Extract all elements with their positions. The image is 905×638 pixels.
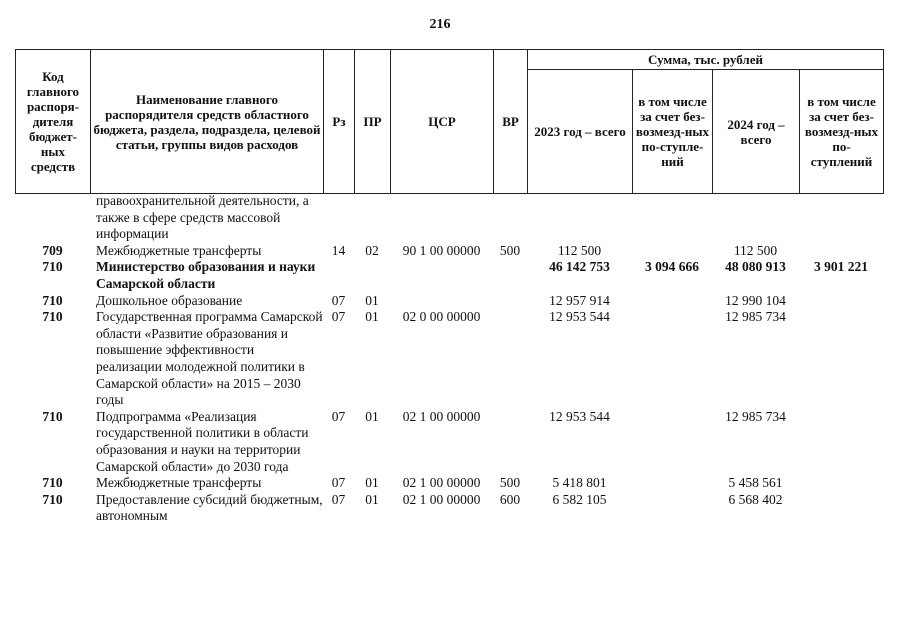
row-vr: 500 bbox=[499, 475, 521, 491]
row-name: Государственная программа Самарской области «Развитие образования и повышение эффективности реализации молодежной политики в Самарской области» на 2015 – 2030 годы bbox=[96, 309, 323, 408]
row-name: правоохранительной деятельности, а также в сфере средств массовой информации bbox=[96, 193, 309, 242]
row-vr: 500 bbox=[499, 242, 521, 258]
header-pr: ПР bbox=[355, 50, 391, 194]
row-code: 710 bbox=[42, 491, 63, 507]
table-row bbox=[15, 475, 883, 492]
row-rz: 07 bbox=[331, 292, 346, 308]
row-2024-total: 5 458 561 bbox=[728, 475, 783, 491]
table-row bbox=[15, 492, 883, 525]
row-csr: 90 1 00 00000 bbox=[402, 242, 481, 258]
row-2023-total: 12 957 914 bbox=[549, 292, 610, 308]
row-pr: 02 bbox=[365, 242, 379, 258]
table-row bbox=[15, 309, 883, 409]
row-rz: 07 bbox=[331, 491, 346, 507]
row-csr: 02 0 00 00000 bbox=[402, 309, 481, 325]
row-rz: 07 bbox=[331, 309, 346, 325]
row-2023-total: 6 582 105 bbox=[552, 491, 607, 507]
table-row bbox=[15, 193, 883, 243]
row-2024-total: 48 080 913 bbox=[725, 259, 786, 275]
row-csr: 02 1 00 00000 bbox=[402, 491, 481, 507]
row-2023-total: 12 953 544 bbox=[549, 408, 610, 424]
row-2023-total: 5 418 801 bbox=[552, 475, 607, 491]
row-name: Дошкольное образование bbox=[96, 292, 243, 308]
header-2024-total: 2024 год – всего bbox=[713, 70, 800, 194]
header-code: Код главного распоря-дителя бюджет-ных средств bbox=[16, 50, 91, 194]
row-pr: 01 bbox=[365, 292, 379, 308]
row-vr: 600 bbox=[499, 491, 521, 507]
row-code: 710 bbox=[42, 408, 63, 424]
header-2023-free: в том числе за счет без-возмезд-ных по-ступле-ний bbox=[633, 70, 713, 194]
header-2024-free: в том числе за счет без-возмезд-ных по-ступлений bbox=[800, 70, 884, 194]
table-body bbox=[15, 193, 883, 525]
header-vr: ВР bbox=[494, 50, 528, 194]
table-row bbox=[15, 243, 883, 260]
row-2023-free: 3 094 666 bbox=[645, 259, 699, 275]
row-name: Межбюджетные трансферты bbox=[96, 242, 262, 258]
table-row bbox=[15, 409, 883, 475]
page-number: 216 bbox=[429, 17, 451, 32]
row-code: 710 bbox=[42, 292, 63, 308]
header-sum: Сумма, тыс. рублей bbox=[528, 50, 884, 70]
row-2024-total: 12 990 104 bbox=[725, 292, 786, 308]
row-2024-total: 12 985 734 bbox=[725, 309, 786, 325]
row-rz: 14 bbox=[331, 242, 346, 258]
row-pr: 01 bbox=[365, 491, 379, 507]
row-code: 710 bbox=[42, 475, 63, 491]
row-name: Подпрограмма «Реализация государственной политики в области образования и науки на территории Самарской области» до 2030 года bbox=[96, 408, 309, 474]
row-rz: 07 bbox=[331, 408, 346, 424]
header-csr: ЦСР bbox=[391, 50, 494, 194]
row-rz: 07 bbox=[331, 475, 346, 491]
row-name: Предоставление субсидий бюджетным, автономным bbox=[96, 491, 323, 524]
row-2024-total: 6 568 402 bbox=[728, 491, 783, 507]
row-csr: 02 1 00 00000 bbox=[402, 475, 481, 491]
row-code: 710 bbox=[42, 259, 63, 275]
row-2023-total: 12 953 544 bbox=[549, 309, 610, 325]
header-rz: Рз bbox=[324, 50, 355, 194]
row-code: 709 bbox=[42, 242, 63, 258]
row-csr: 02 1 00 00000 bbox=[402, 408, 481, 424]
row-2023-total: 46 142 753 bbox=[549, 259, 610, 275]
row-name: Межбюджетные трансферты bbox=[96, 475, 262, 491]
table-row bbox=[15, 293, 883, 310]
header-2023-total: 2023 год – всего bbox=[528, 70, 633, 194]
row-pr: 01 bbox=[365, 408, 379, 424]
table-row-ministry bbox=[15, 259, 883, 292]
row-2024-free: 3 901 221 bbox=[814, 259, 868, 275]
row-pr: 01 bbox=[365, 309, 379, 325]
row-code: 710 bbox=[42, 309, 63, 325]
row-name: Министерство образования и науки Самарской области bbox=[96, 259, 316, 291]
row-2023-total: 112 500 bbox=[557, 242, 602, 258]
header-name: Наименование главного распорядителя средств областного бюджета, раздела, подраздела, целевой статьи, группы видов расходов bbox=[91, 50, 324, 194]
row-pr: 01 bbox=[365, 475, 379, 491]
row-2024-total: 12 985 734 bbox=[725, 408, 786, 424]
table-header bbox=[15, 49, 884, 194]
row-2024-total: 112 500 bbox=[733, 242, 778, 258]
